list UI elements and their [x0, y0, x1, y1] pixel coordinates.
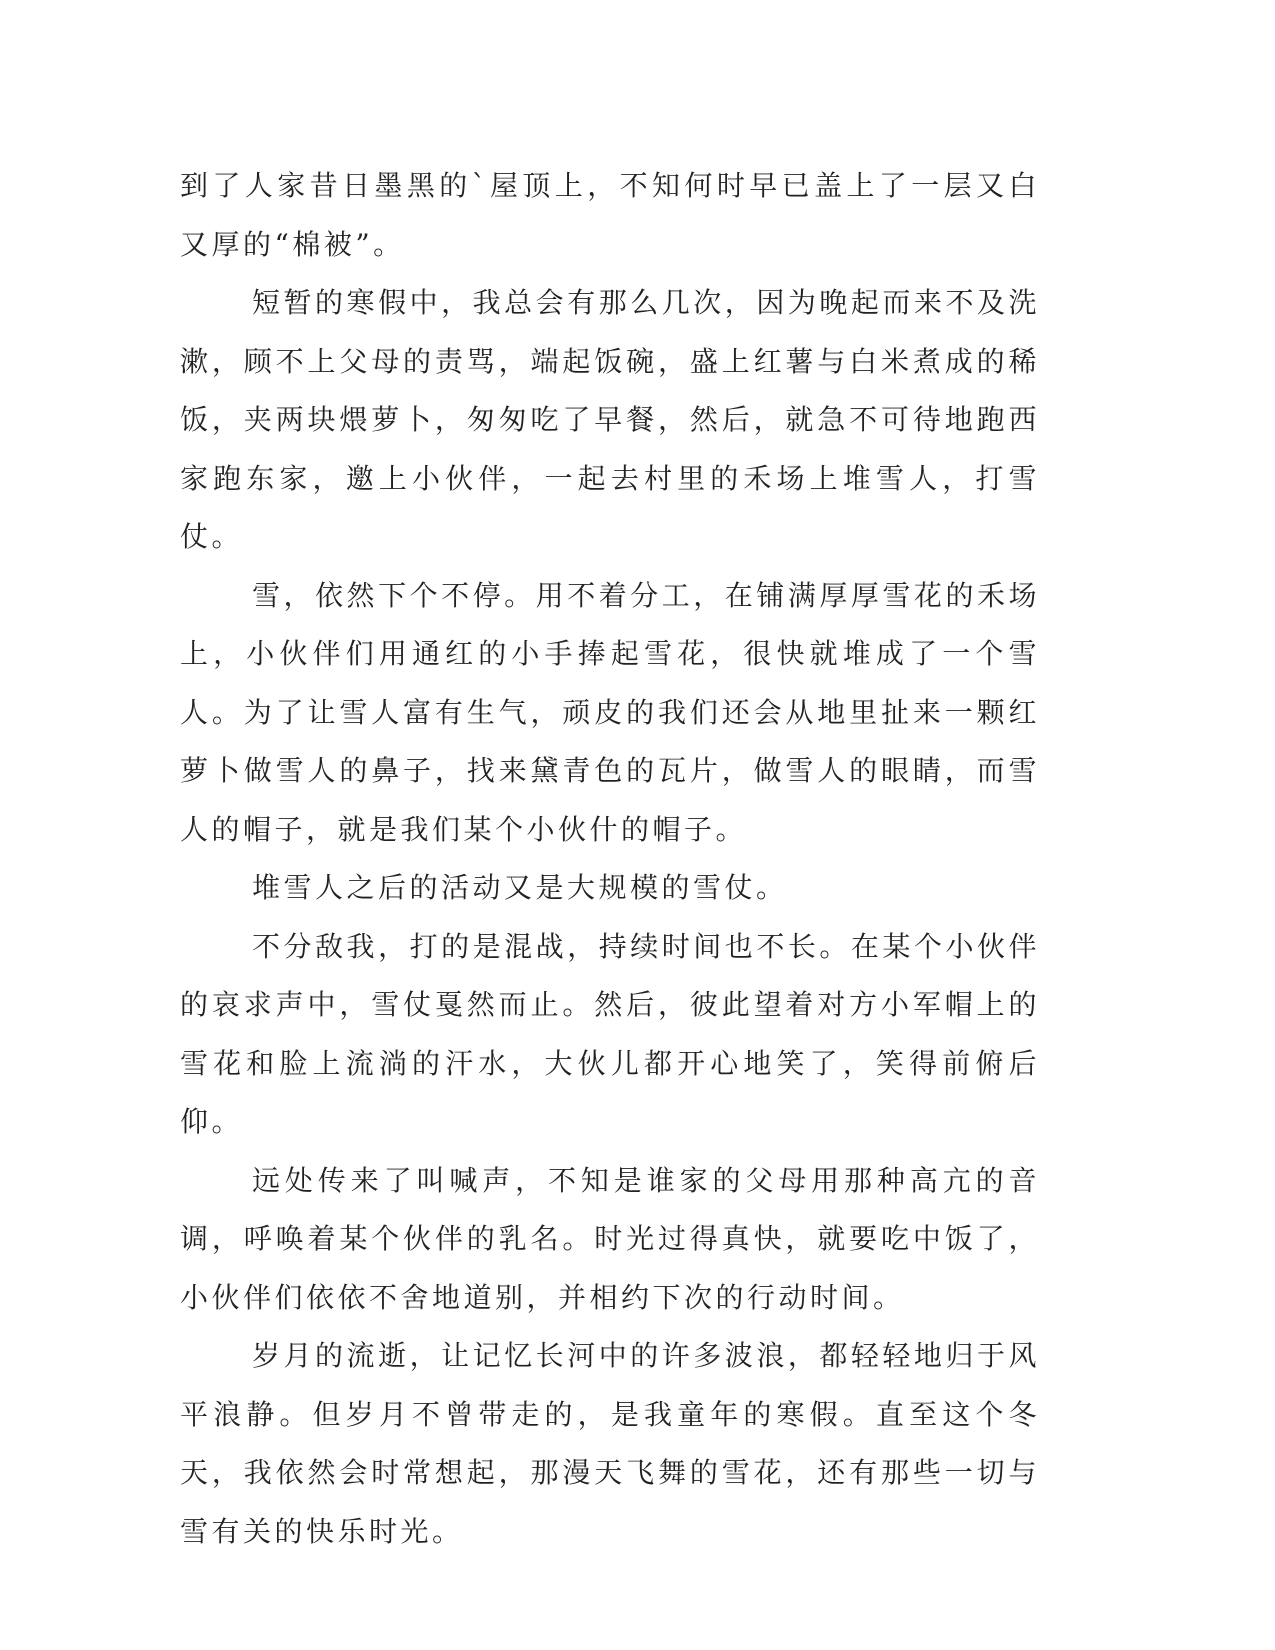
paragraph-5: 不分敌我，打的是混战，持续时间也不长。在某个小伙伴的哀求声中，雪仗戛然而止。然后，彼此望着对方小军帽上的雪花和脸上流淌的汗水，大伙儿都开心地笑了，笑得前俯后仰。 [180, 929, 1040, 1138]
paragraph-1: 到了人家昔日墨黑的`屋顶上，不知何时早已盖上了一层又白又厚的“棉被”。 [180, 169, 1040, 261]
paragraph-2: 短暂的寒假中，我总会有那么几次，因为晚起而来不及洗漱，顾不上父母的责骂，端起饭碗，盛上红薯与白米煮成的稀饭，夹两块煨萝卜，匆匆吃了早餐，然后，就急不可待地跑西家跑东家，邀上小伙伴，一起去村里的禾场上堆雪人，打雪仗。 [180, 286, 1040, 553]
paragraph-4: 堆雪人之后的活动又是大规模的雪仗。 [252, 871, 788, 904]
paragraph-3: 雪，依然下个不停。用不着分工，在铺满厚厚雪花的禾场上，小伙伴们用通红的小手捧起雪花，很快就堆成了一个雪人。为了让雪人富有生气，顽皮的我们还会从地里扯来一颗红萝卜做雪人的鼻子，找来黛青色的瓦片，做雪人的眼睛，而雪人的帽子，就是我们某个小伙什的帽子。 [180, 578, 1040, 846]
paragraph-7: 岁月的流逝，让记忆长河中的许多波浪，都轻轻地归于风平浪静。但岁月不曾带走的，是我童年的寒假。直至这个冬天，我依然会时常想起，那漫天飞舞的雪花，还有那些一切与雪有关的快乐时光。 [180, 1339, 1040, 1548]
paragraph-6: 远处传来了叫喊声，不知是谁家的父母用那种高亢的音调，呼唤着某个伙伴的乳名。时光过得真快，就要吃中饭了，小伙伴们依依不舍地道别，并相约下次的行动时间。 [180, 1163, 1040, 1314]
article-body [180, 157, 1040, 1561]
